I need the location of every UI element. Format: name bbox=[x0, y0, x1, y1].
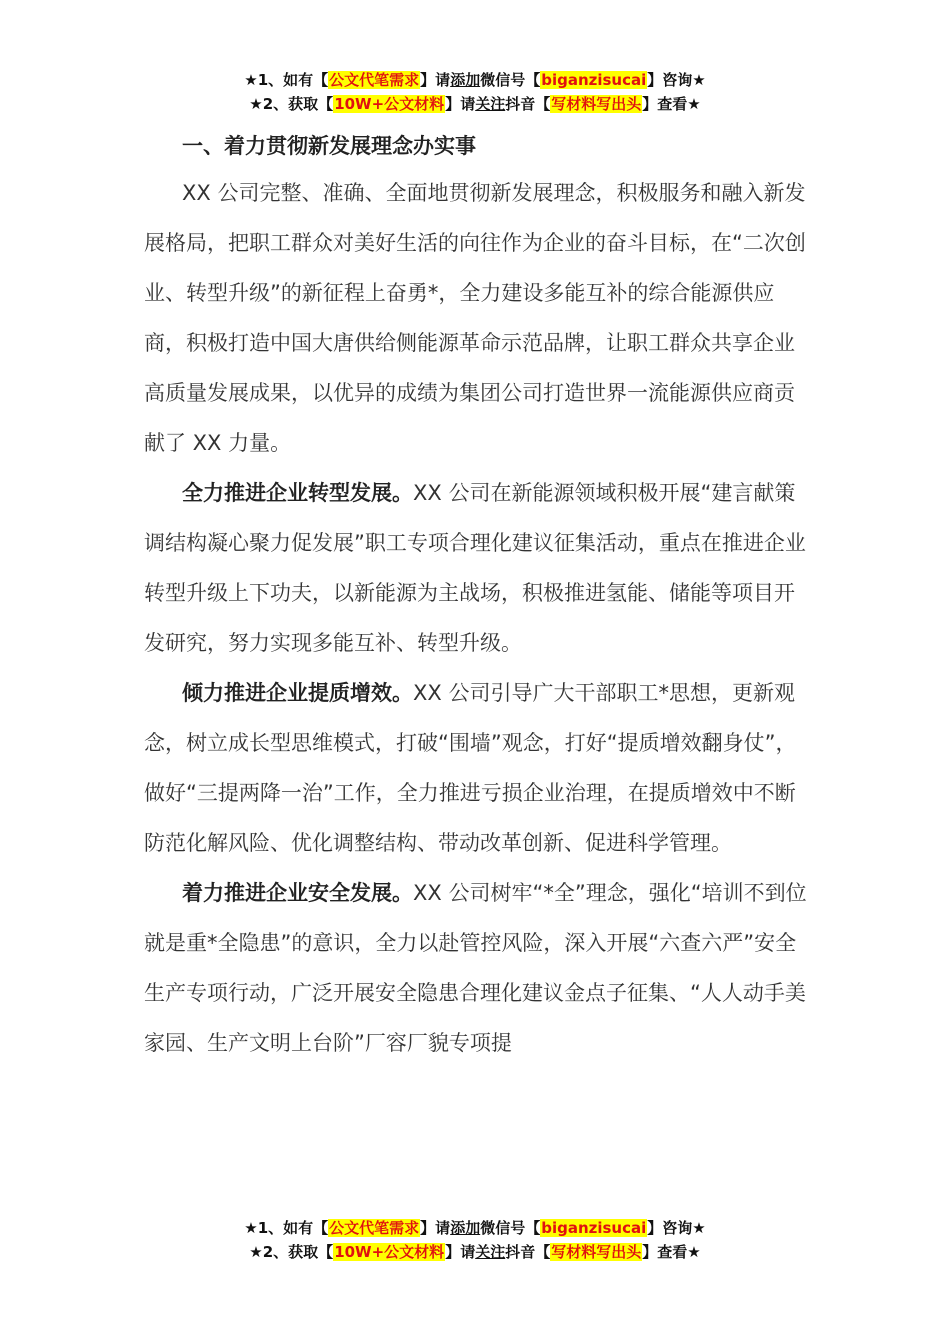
paragraph bbox=[144, 668, 812, 868]
paragraph-text: XX 公司树牢“*全”理念，强化“培训不到位就是重*全隐患”的意识，全力以赴管控风险，深入开展“六查六严”安全生产专项行动，广泛开展安全隐患合理化建议金点子征集、“人人动手美家园、生产文明上台阶”厂容厂貌专项提 bbox=[144, 881, 807, 1055]
banner-text: 】请 bbox=[420, 1219, 451, 1237]
banner-text: 】咨询★ bbox=[647, 71, 706, 89]
paragraph bbox=[144, 168, 812, 468]
banner-highlight: 写材料写出头 bbox=[551, 1243, 642, 1261]
banner-text: 】请 bbox=[420, 71, 451, 89]
paragraph bbox=[144, 468, 812, 668]
banner-line-1 bbox=[0, 68, 950, 92]
paragraph-lead: 全力推进企业转型发展。 bbox=[182, 481, 413, 505]
header-banner bbox=[0, 68, 950, 116]
banner-text: ★2、获取【 bbox=[249, 95, 334, 113]
banner-text: 】查看★ bbox=[642, 1243, 701, 1261]
banner-text: ★2、获取【 bbox=[249, 1243, 334, 1261]
banner-highlight: 公文代笔需求 bbox=[329, 71, 420, 89]
banner-highlight: 10W+公文材料 bbox=[334, 95, 445, 113]
banner-text: ★1、如有【 bbox=[244, 1219, 329, 1237]
banner-highlight: biganzisucai bbox=[541, 71, 647, 89]
paragraph-text: XX 公司完整、准确、全面地贯彻新发展理念，积极服务和融入新发展格局，把职工群众对美好生活的向往作为企业的奋斗目标，在“二次创业、转型升级”的新征程上奋勇*，全力建设多能互补的综合能源供应商，积极打造中国大唐供给侧能源革命示范品牌，让职工群众共享企业高质量发展成果，以优异的成绩为集团公司打造世界一流能源供应商贡献了 XX 力量。 bbox=[144, 181, 806, 455]
banner-text: 】请 bbox=[445, 95, 476, 113]
banner-highlight: biganzisucai bbox=[541, 1219, 647, 1237]
paragraph-lead: 倾力推进企业提质增效。 bbox=[182, 681, 413, 705]
banner-text: 微信号【 bbox=[480, 71, 541, 89]
banner-text: 抖音【 bbox=[505, 1243, 551, 1261]
banner-text: 】请 bbox=[445, 1243, 476, 1261]
banner-underlined-text: 添加 bbox=[450, 71, 481, 89]
footer-banner bbox=[0, 1216, 950, 1264]
document-body bbox=[144, 124, 812, 1068]
banner-highlight: 公文代笔需求 bbox=[329, 1219, 420, 1237]
banner-text: ★1、如有【 bbox=[244, 71, 329, 89]
banner-underlined-text: 关注 bbox=[475, 1243, 506, 1261]
banner-highlight: 写材料写出头 bbox=[551, 95, 642, 113]
paragraph-text: XX 公司引导广大干部职工*思想，更新观念，树立成长型思维模式，打破“围墙”观念，打好“提质增效翻身仗”，做好“三提两降一治”工作，全力推进亏损企业治理，在提质增效中不断防范化解风险、优化调整结构、带动改革创新、促进科学管理。 bbox=[144, 681, 797, 855]
section-heading: 一、着力贯彻新发展理念办实事 bbox=[182, 134, 476, 158]
banner-line-1 bbox=[0, 1216, 950, 1240]
banner-text: 微信号【 bbox=[480, 1219, 541, 1237]
banner-line-2 bbox=[0, 92, 950, 116]
banner-underlined-text: 关注 bbox=[475, 95, 506, 113]
paragraph bbox=[144, 868, 812, 1068]
banner-underlined-text: 添加 bbox=[450, 1219, 481, 1237]
paragraph-text: XX 公司在新能源领域积极开展“建言献策调结构凝心聚力促发展”职工专项合理化建议征集活动，重点在推进企业转型升级上下功夫，以新能源为主战场，积极推进氢能、储能等项目开发研究，努力实现多能互补、转型升级。 bbox=[144, 481, 806, 655]
banner-text: 抖音【 bbox=[505, 95, 551, 113]
paragraph-lead: 着力推进企业安全发展。 bbox=[182, 881, 413, 905]
banner-text: 】查看★ bbox=[642, 95, 701, 113]
banner-line-2 bbox=[0, 1240, 950, 1264]
banner-text: 】咨询★ bbox=[647, 1219, 706, 1237]
banner-highlight: 10W+公文材料 bbox=[334, 1243, 445, 1261]
